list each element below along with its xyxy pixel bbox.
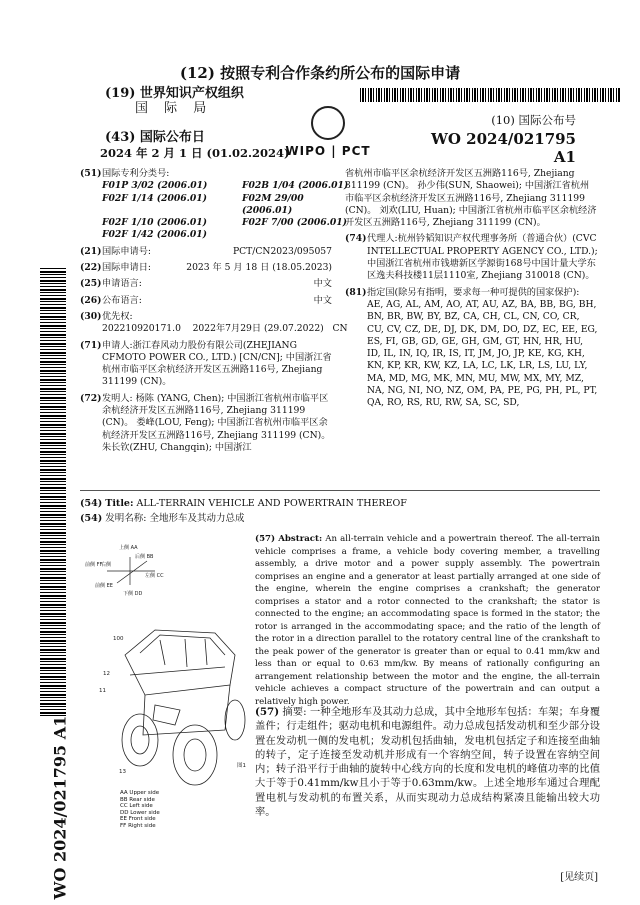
field-25 [80,278,332,290]
ipc-code: F02F 7/00 (2006.01) [242,217,348,229]
application-number: PCT/CN2023/095057 [232,245,332,257]
field-21 [80,246,332,258]
publication-language: 中文 [313,294,332,306]
orient-left: 左侧 CC [145,573,164,579]
publication-number-label: (10) 国际公布号 [491,113,576,127]
orient-front-ee: 前侧 EE [95,583,113,589]
field-number: (54) [80,498,103,509]
field-label: 国际专利分类号: [102,168,170,179]
org-block [105,86,244,116]
priority-data: 202210920171.0 2022年7月29日 (29.07.2022) CN [102,323,348,335]
right-column [345,168,598,414]
field-label: Title: [105,498,134,509]
publication-number-value: WO 2024/021795 A1 [431,130,576,166]
side-publication-number: WO 2024/021795 A1 [50,715,70,900]
filing-date: 2023 年 5 月 18 日 (18.05.2023) [186,262,332,274]
abstract-zh-text: 一种全地形车及其动力总成，其中全地形车包括：车架；车身覆盖件；行走组件；驱动电机和电源组件。动力总成包括发动机和至少部分设置在发动机一侧的发电机；发动机包括曲轴，发电机包括定子和连接至曲轴的转子，定子连接至发动机并形成有一个容纳空间，转子设置在容纳空间内；转子沿平行于曲轴的旋转中心线方向的长度和发电机的峰值功率的比值大于等于0.41mm/kw且小于等于0.63mm/kw。上述全地形车通过合理配置电机与发动机的布置关系，从而实现动力总成结构紧凑且能输出较大功率。 [255,706,600,819]
field-51 [80,168,349,242]
title-zh-value: 全地形车及其动力总成 [149,513,245,524]
abstract-zh [255,705,600,819]
field-72 [80,393,332,454]
abstract-en [255,533,600,708]
field-number: (57) [255,534,276,544]
orient-lower: 下侧 DD [123,591,143,597]
figure-caption: 图1 [237,763,246,769]
field-number: (51) [80,168,102,179]
field-number: (25) [80,278,102,290]
inventors-continued-text: 省杭州市临平区余杭经济开发区五洲路116号, Zhejiang 311199 (CN)。 孙少伟(SUN, Shaowei); 中国浙江省杭州市临平区余杭经济开发区五洲路116号, Zhejiang 311199 (CN)。 刘欢(LIU, Huan); 中国浙江省杭州市临平区余杭经济开发区五洲路116号, Zhejiang 311199 (CN)。 [345,168,597,229]
ipc-code: F02F 1/14 (2006.01) [102,192,208,204]
inventors-continued [345,168,598,229]
ipc-code: F01P 3/02 (2006.01) [102,180,208,192]
field-number: (26) [80,294,102,306]
title-zh [80,511,407,526]
left-column [80,168,349,458]
publication-date [100,126,289,161]
field-30 [80,310,348,336]
publication-date-label: (43) 国际公布日 [105,130,205,145]
abstract-label: 摘要: [282,706,307,718]
ipc-codes [102,180,349,241]
publication-number [416,112,576,166]
applicant: 申请人:浙江春风动力股份有限公司(ZHEJIANG CFMOTO POWER CO., LTD.) [CN/CN]; 中国浙江省杭州市临平区余杭经济开发区五洲路116号, Zhejiang 311199 (CN)。 [102,339,332,388]
org-bureau: 国 际 局 [135,101,213,116]
field-number: (72) [80,392,102,404]
ref-12: 12 [103,671,110,677]
legend-item: CC Left side [120,803,153,809]
ipc-code: F02F 1/42 (2006.01) [102,229,208,241]
field-number: (57) [255,706,280,718]
filing-language: 中文 [313,278,332,290]
wipo-logo [278,106,378,158]
title-en [80,496,407,511]
field-number: (54) [80,513,103,524]
ipc-code: F02F 1/10 (2006.01) [102,217,208,229]
field-81 [345,287,598,410]
legend-item: DD Lower side [120,809,160,816]
org-name: (19) 世界知识产权组织 [105,86,244,101]
inventors: 发明人: 杨陈 (YANG, Chen); 中国浙江省杭州市临平区余杭经济开发区五洲路116号, Zhejiang 311199 (CN)。 娄峰(LOU, Feng); 中国浙江省杭州市临平区余杭经济开发区五洲路116号, Zhejiang 311199 (CN)。 朱长钦(ZHU, Changqin); 中国浙江 [102,392,331,453]
ref-13: 13 [119,769,126,775]
field-label: 国际申请日: [102,262,152,274]
field-label: 国际申请号: [102,245,152,257]
field-number: (74) [345,233,367,245]
field-label: 发明名称: [105,513,147,524]
ipc-code: F02B 1/04 (2006.01) [242,180,349,192]
ref-100: 100 [113,636,124,642]
orient-right: 右侧 [101,562,112,568]
field-74 [345,233,598,282]
legend-item: EE Front side [120,816,156,822]
atv-drawing [85,535,250,835]
drawing-figure [85,535,250,835]
legend-item: BB Rear side [120,796,155,803]
document-title: (12) 按照专利合作条约所公布的国际申请 [179,64,461,82]
title-en-value: ALL-TERRAIN VEHICLE AND POWERTRAIN THEREOF [136,498,407,509]
field-label: 公布语言: [102,294,142,306]
orient-upper: 上侧 AA [119,545,138,551]
continued-on-next-page: [见续页] [560,872,598,883]
legend-item: AA Upper side [120,790,160,796]
ref-11: 11 [99,688,106,694]
field-26 [80,295,332,307]
designated-states: 指定国(除另有指明，要求每一种可提供的国家保护): AE, AG, AL, AM, AO, AT, AU, AZ, BA, BB, BG, BH, BN, BR, BW, BY, BZ, CA, CH, CL, CN, CO, CR, CU, CV, CZ, DE, DJ, DK, DM, DO, DZ, EC, EE, EG, ES, FI, GB, GD, GE, GH, GM, GT, HN, HR, HU, ID, IL, IN, IQ, IR, IS, IT, JM, JO, JP, KE, KG, KH, KN, KP, KR, KW, KZ, LA, LC, LK, LR, LS, LU, LY, MA, MD, MG, MK, MN, MU, MW, MX, MY, MZ, NA, NG, NI, NO, NZ, OM, PA, PE, PG, PH, PL, PT, QA, RO, RS, RU, RW, SA, SC, SD, [367,286,598,409]
title-block [80,496,407,526]
field-label: 优先权: [102,310,133,322]
top-barcode [360,88,620,102]
field-label: 申请语言: [102,278,142,290]
field-number: (21) [80,245,102,257]
agent: 代理人:杭州钤韬知识产权代理事务所（普通合伙）(CVC INTELLECTUAL PROPERTY AGENCY CO., LTD.); 中国浙江省杭州市钱塘新区学源街168号中国计量大学东区逸夫科技楼11层1110室, Zhejiang 310018 (CN)。 [367,233,598,282]
field-22 [80,262,332,274]
wipo-emblem-icon [311,106,345,140]
field-number: (22) [80,262,102,274]
section-divider [80,490,600,491]
field-number: (81) [345,286,367,298]
abstract-en-text: An all-terrain vehicle and a powertrain thereof. The all-terrain vehicle comprises a frame, a vehicle body covering member, a travelling assembly, a drive motor and a power supply assembly. The powertrain comprises an engine and a generator at least partially arranged at one side of the engine, wherein the engine comprises a crankshaft; the generator comprises a stator and a rotor connected to the crankshaft; the stator is connected to the engine; an accommodating space is formed in the stator; the rotor is arranged in the accommodating space; and the ratio of the length of the rotor in a direction parallel to the rotatory central line of the crankshaft to the peak power of the generator is greater than or equal to 0.41 mm/kw and less than or equal to 0.63 mm/kw. By means of rationally configuring an arrangement relationship between the motor and the engine, the all-terrain vehicle achieves a compact structure of the powertrain and can output a relatively high power. [255,534,600,707]
ipc-code: F02M 29/00 (2006.01) [242,192,304,216]
field-number: (30) [80,310,102,322]
figure-legend [120,790,160,829]
orient-front-ff: 前侧 FF [85,562,103,568]
abstract-label: Abstract: [278,534,323,544]
publication-date-value: 2024 年 2 月 1 日 (01.02.2024) [100,146,290,160]
wipo-pct-text: WIPO | PCT [285,144,371,158]
side-barcode [40,268,66,718]
field-71 [80,340,332,389]
legend-item: FF Right side [120,822,156,829]
field-number: (71) [80,339,102,351]
orient-rear: 后侧 BB [135,554,154,560]
